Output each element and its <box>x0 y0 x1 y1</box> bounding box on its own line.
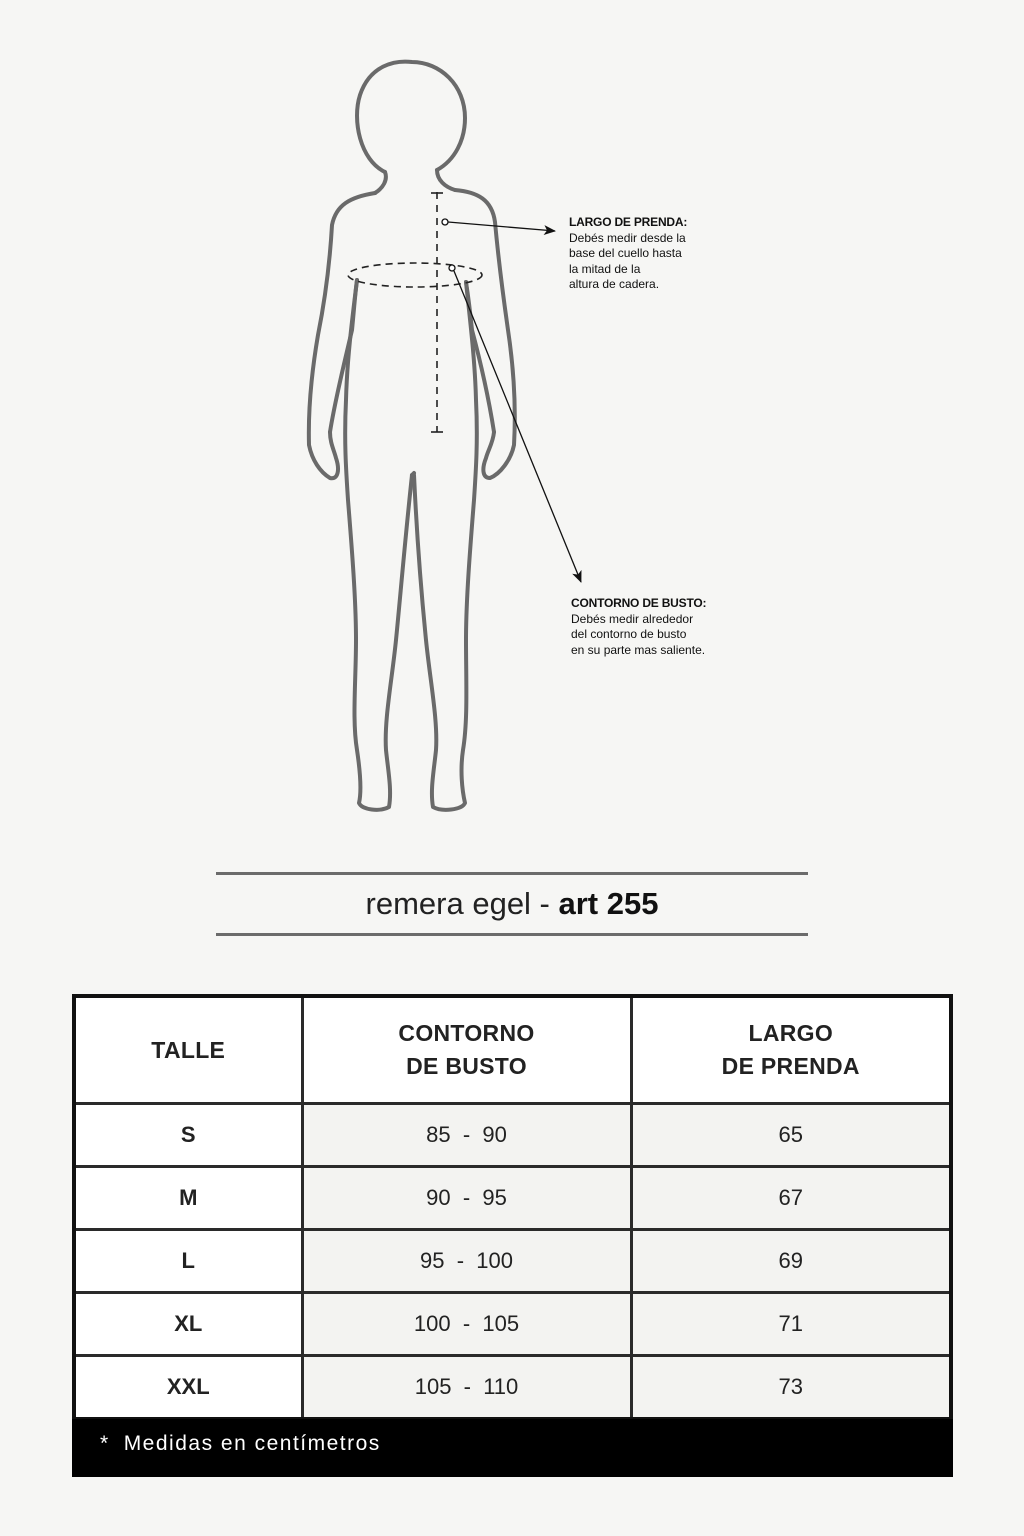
header-contorno-de-busto: CONTORNO DE BUSTO <box>302 996 631 1104</box>
title-divider-bottom <box>216 933 808 936</box>
largo-measure-line <box>431 192 443 432</box>
largo-note-line: Debés medir desde la <box>569 230 686 245</box>
size-cell: XL <box>74 1293 302 1356</box>
largo-cell: 69 <box>631 1230 951 1293</box>
footnote-marker: * <box>100 1432 110 1455</box>
largo-note-line: base del cuello hasta <box>569 246 682 260</box>
product-article: art 255 <box>558 886 659 921</box>
body-silhouette <box>309 62 515 810</box>
callout-arrows <box>442 219 581 582</box>
largo-note-line: altura de cadera. <box>569 277 660 291</box>
footnote-text: Medidas en centímetros <box>123 1432 381 1455</box>
busto-cell: 85 - 90 <box>302 1104 631 1167</box>
table-row <box>74 1167 951 1230</box>
footnote-bar <box>72 1419 953 1477</box>
header-talle: TALLE <box>74 996 302 1104</box>
size-cell: XXL <box>74 1356 302 1420</box>
largo-cell: 71 <box>631 1293 951 1356</box>
table-row <box>74 1104 951 1167</box>
busto-note-line: del contorno de busto <box>571 627 687 641</box>
table-header-row <box>74 996 951 1104</box>
busto-note-heading: CONTORNO DE BUSTO: <box>571 596 707 610</box>
table-row <box>74 1356 951 1420</box>
busto-measure-ellipse <box>348 263 482 287</box>
size-table <box>72 994 953 1421</box>
largo-cell: 67 <box>631 1167 951 1230</box>
contorno-de-busto-note <box>571 596 706 658</box>
largo-cell: 65 <box>631 1104 951 1167</box>
size-cell: S <box>74 1104 302 1167</box>
busto-cell: 105 - 110 <box>302 1356 631 1420</box>
busto-note-line: en su parte mas saliente. <box>571 642 706 657</box>
size-cell: L <box>74 1230 302 1293</box>
table-row <box>74 1293 951 1356</box>
product-name: remera egel - <box>365 886 559 921</box>
busto-cell: 90 - 95 <box>302 1167 631 1230</box>
header-largo-de-prenda: LARGO DE PRENDA <box>631 996 951 1104</box>
busto-note-line: Debés medir alrededor <box>571 611 694 626</box>
busto-cell: 100 - 105 <box>302 1293 631 1356</box>
table-row <box>74 1230 951 1293</box>
size-cell: M <box>74 1167 302 1230</box>
largo-de-prenda-note <box>569 215 687 293</box>
largo-note-heading: LARGO DE PRENDA: <box>569 215 688 229</box>
title-divider-top <box>216 872 808 875</box>
largo-note-line: la mitad de la <box>569 261 641 276</box>
busto-cell: 95 - 100 <box>302 1230 631 1293</box>
product-title <box>216 882 808 926</box>
size-chart <box>72 994 953 1477</box>
largo-cell: 73 <box>631 1356 951 1420</box>
